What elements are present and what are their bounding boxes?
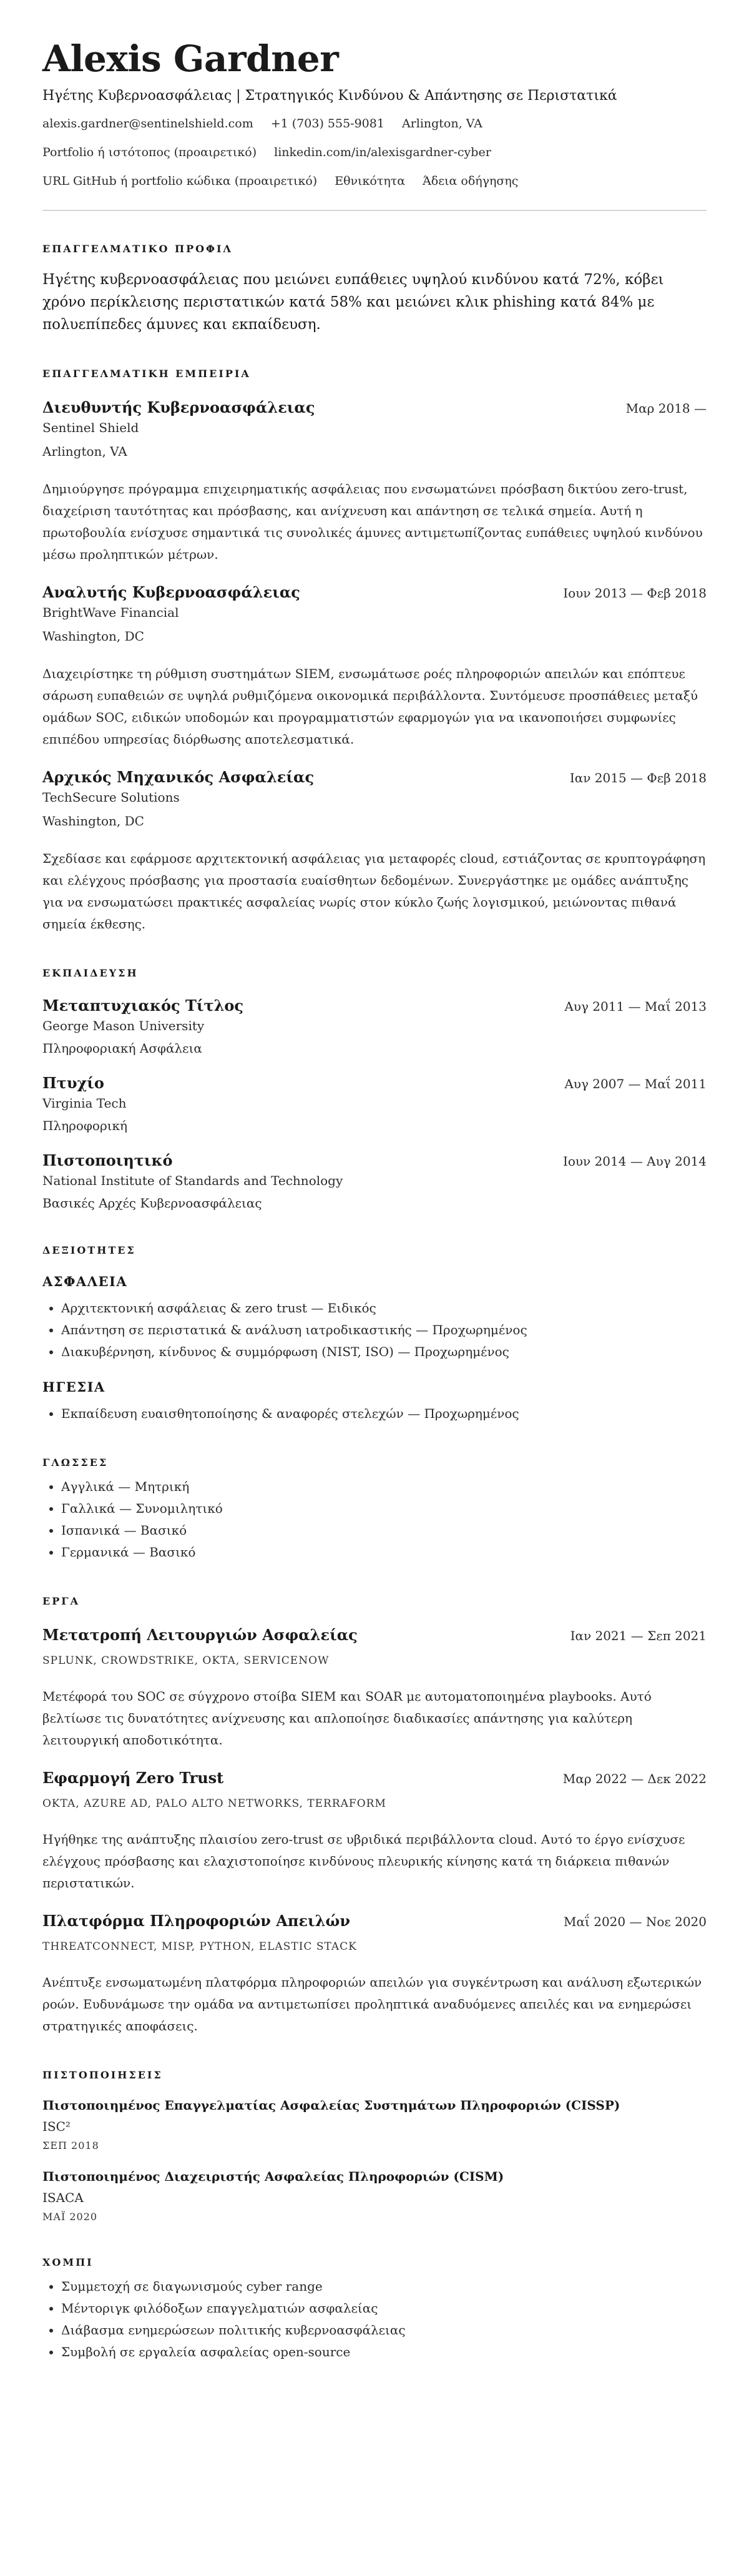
project-description: Μετέφορά του SOC σε σύγχρονο στοίβα SIEM και SOAR με αυτοματοποιημένα playbooks. Αυτό βελτίωσε τις δυνατότητες ανίχνευσης και απλοποίησε διαδικασίες απάντησης για καλύτερη λειτουργική αποδοτικότητα.	[42, 1689, 652, 1748]
contact-row-primary	[42, 115, 707, 132]
header-divider	[42, 210, 707, 211]
skill-list	[42, 1297, 707, 1363]
project-name: Πλατφόρμα Πληροφοριών Απειλών	[42, 1912, 350, 1930]
candidate-name: Alexis Gardner	[42, 37, 339, 80]
degree-title: Πιστοποιητικό	[42, 1151, 173, 1169]
school-name: National Institute of Standards and Technology	[42, 1173, 343, 1188]
contact-row-links	[42, 144, 707, 161]
skills-section	[42, 1244, 707, 1425]
experience-section	[42, 367, 707, 935]
section-title: ΕΚΠΑΙΔΕΥΣΗ	[42, 967, 139, 979]
hobby-item: • Μέντοριγκ φιλόδοξων επαγγελματιών ασφαλείας	[61, 2298, 707, 2319]
section-title: ΠΙΣΤΟΠΟΙΗΣΕΙΣ	[42, 2069, 163, 2081]
field-of-study: Πληροφορική	[42, 1118, 128, 1133]
certification-issuer: ISACA	[42, 2190, 84, 2205]
field-of-study: Πληροφοριακή Ασφάλεια	[42, 1041, 202, 1056]
field-of-study: Βασικές Αρχές Κυβερνοασφάλειας	[42, 1196, 262, 1211]
section-title: ΕΠΑΓΓΕΛΜΑΤΙΚΟ ΠΡΟΦΙΛ	[42, 243, 233, 255]
license-text: Άδεια οδήγησης	[423, 174, 519, 188]
profile-summary: Ηγέτης κυβερνοασφάλειας που μειώνει ευπάθειες υψηλού κινδύνου κατά 72%, κόβει χρόνο περίκλεισης περιστατικών κατά 58% και μειώνει κλικ phishing κατά 84% με πολυεπίπεδες άμυνες και εκπαίδευση.	[42, 272, 664, 333]
skill-category: ΑΣΦΑΛΕΙΑ	[42, 1274, 128, 1289]
school-name: George Mason University	[42, 1018, 205, 1033]
location-text: Arlington, VA	[401, 117, 482, 130]
skill-item: • Αρχιτεκτονική ασφάλειας & zero trust — Ειδικός	[61, 1297, 707, 1319]
skill-item: • Απάντηση σε περιστατικά & ανάλυση ιατροδικαστικής — Προχωρημένος	[61, 1319, 707, 1341]
language-item: • Ισπανικά — Βασικό	[61, 1520, 707, 1541]
hobby-item: • Συμβολή σε εργαλεία ασφαλείας open-source	[61, 2341, 707, 2363]
education-dates: Αυγ 2011 — Μαΐ 2013	[564, 999, 707, 1014]
project-tech: THREATCONNECT, MISP, PYTHON, ELASTIC STACK	[42, 1940, 357, 1953]
project-description: Ανέπτυξε ενσωματωμένη πλατφόρμα πληροφοριών απειλών για συγκέντρωση και ανάλυση εξωτερικών ροών. Ευδυνάμωσε την ομάδα να αντιμετωπίσει προληπτικά αναδυόμενες απειλές και να ενημερώσει στρατηγικές αποφάσεις.	[42, 1975, 702, 2033]
section-title: ΓΛΩΣΣΕΣ	[42, 1457, 109, 1468]
resume-header	[42, 36, 707, 211]
degree-title: Πτυχίο	[42, 1074, 104, 1092]
hobby-item: • Συμμετοχή σε διαγωνισμούς cyber range	[61, 2276, 707, 2298]
section-title: ΧΟΜΠΙ	[42, 2256, 94, 2268]
hobby-item: • Διάβασμα ενημερώσεων πολιτικής κυβερνοασφάλειας	[61, 2319, 707, 2341]
education-section	[42, 966, 707, 1212]
job-dates: Μαρ 2018 —	[625, 401, 707, 416]
certification-item	[42, 2096, 707, 2153]
job-description: Διαχειρίστηκε τη ρύθμιση συστημάτων SIEM, ενσωμάτωσε ροές πληροφοριών απειλών και επόπτευε σάρωση ευπαθειών σε υψηλά ρυθμιζόμενα οικονομικά περιβάλλοντα. Συντόμευσε προσπάθειες μεταξύ ομάδων SOC, ειδικών υποδομών και προγραμματιστών εφαρμογών για να ικανοποιήσει συμφωνίες επιπέδου υπηρεσίας διόρθωσης αποτελεσματικά.	[42, 666, 698, 747]
headline: Ηγέτης Κυβερνοασφάλειας | Στρατηγικός Κινδύνου & Απάντησης σε Περιστατικά	[42, 88, 617, 104]
hobbies-section	[42, 2256, 707, 2363]
language-item: • Αγγλικά — Μητρική	[61, 1476, 707, 1498]
education-dates: Ιουν 2014 — Αυγ 2014	[562, 1154, 707, 1169]
section-title: ΔΕΞΙΟΤΗΤΕΣ	[42, 1244, 136, 1256]
certification-issuer: ISC²	[42, 2119, 71, 2134]
project-dates: Ιαν 2021 — Σεπ 2021	[570, 1628, 707, 1643]
language-item: • Γερμανικά — Βασικό	[61, 1541, 707, 1563]
skill-category: ΗΓΕΣΙΑ	[42, 1379, 105, 1395]
experience-item	[42, 397, 707, 566]
project-name: Μετατροπή Λειτουργιών Ασφαλείας	[42, 1626, 358, 1644]
github-link[interactable]: URL GitHub ή portfolio κώδικα (προαιρετικό)	[42, 174, 318, 188]
certification-name: Πιστοποιημένος Επαγγελματίας Ασφαλείας Συστημάτων Πληροφοριών (CISSP)	[42, 2098, 620, 2113]
company-name: TechSecure Solutions	[42, 790, 180, 805]
profile-section	[42, 242, 707, 336]
skill-item: • Διακυβέρνηση, κίνδυνος & συμμόρφωση (NIST, ISO) — Προχωρημένος	[61, 1341, 707, 1363]
degree-title: Μεταπτυχιακός Τίτλος	[42, 996, 244, 1015]
skill-item: • Εκπαίδευση ευαισθητοποίησης & αναφορές στελεχών — Προχωρημένος	[61, 1403, 707, 1425]
company-name: Sentinel Shield	[42, 420, 139, 435]
job-title: Διευθυντής Κυβερνοασφάλειας	[42, 398, 315, 416]
job-location: Washington, DC	[42, 629, 144, 644]
projects-section	[42, 1595, 707, 2037]
experience-item	[42, 767, 707, 935]
language-list	[42, 1476, 707, 1563]
certification-date: ΣΕΠ 2018	[42, 2140, 99, 2151]
project-tech: OKTA, AZURE AD, PALO ALTO NETWORKS, TERRAFORM	[42, 1797, 386, 1810]
project-tech: SPLUNK, CROWDSTRIKE, OKTA, SERVICENOW	[42, 1654, 330, 1667]
job-location: Washington, DC	[42, 814, 144, 828]
certifications-section	[42, 2068, 707, 2225]
certification-item	[42, 2167, 707, 2225]
skill-list	[42, 1403, 707, 1425]
certification-name: Πιστοποιημένος Διαχειριστής Ασφαλείας Πληροφοριών (CISM)	[42, 2169, 504, 2184]
education-dates: Αυγ 2007 — Μαΐ 2011	[564, 1076, 707, 1091]
project-dates: Μαΐ 2020 — Νοε 2020	[564, 1914, 707, 1929]
contact-row-extra	[42, 172, 707, 190]
education-item	[42, 995, 707, 1058]
portfolio-link[interactable]: Portfolio ή ιστότοπος (προαιρετικό)	[42, 145, 257, 159]
job-location: Arlington, VA	[42, 444, 127, 459]
project-item	[42, 1625, 707, 1751]
job-description: Δημιούργησε πρόγραμμα επιχειρηματικής ασφάλειας που ενσωματώνει πρόσβαση δικτύου zero-trust, διαχείριση ταυτότητας και πρόσβασης, και ανίχνευση και απάντηση σε τελικά σημεία. Αυτή η πρωτοβουλία ενίσχυσε σημαντικά τις συνολικές άμυνες αντιμετωπίζοντας ευπάθειες υψηλού κινδύνου μέσω προληπτικών μέτρων.	[42, 481, 703, 562]
education-item	[42, 1073, 707, 1135]
company-name: BrightWave Financial	[42, 605, 179, 620]
linkedin-link[interactable]: linkedin.com/in/alexisgardner-cyber	[274, 145, 491, 159]
project-dates: Μαρ 2022 — Δεκ 2022	[562, 1771, 707, 1786]
nationality-text: Εθνικότητα	[335, 174, 406, 188]
hobby-list	[42, 2276, 707, 2363]
section-title: ΕΠΑΓΓΕΛΜΑΤΙΚΗ ΕΜΠΕΙΡΙΑ	[42, 368, 251, 380]
project-description: Ηγήθηκε της ανάπτυξης πλαισίου zero-trust σε υβριδικά περιβάλλοντα cloud. Αυτό το έργο ενίσχυσε ελέγχους πρόσβασης και ελαχιστοποίησε κινδύνους πλευρικής κίνησης κατά τη διάρκεια πιθανών περιστατικών.	[42, 1832, 685, 1890]
project-item	[42, 1910, 707, 2037]
phone-text: +1 (703) 555-9081	[270, 117, 384, 130]
project-item	[42, 1767, 707, 1894]
school-name: Virginia Tech	[42, 1096, 127, 1111]
job-dates: Ιαν 2015 — Φεβ 2018	[569, 770, 707, 785]
project-name: Εφαρμογή Zero Trust	[42, 1769, 224, 1787]
job-dates: Ιουν 2013 — Φεβ 2018	[563, 586, 707, 601]
language-item: • Γαλλικά — Συνομιλητικό	[61, 1498, 707, 1520]
job-title: Αναλυτής Κυβερνοασφάλειας	[42, 583, 300, 601]
job-title: Αρχικός Μηχανικός Ασφαλείας	[42, 768, 315, 786]
section-title: ΕΡΓΑ	[42, 1595, 80, 1607]
email-link[interactable]: alexis.gardner@sentinelshield.com	[42, 117, 253, 130]
education-item	[42, 1150, 707, 1212]
experience-item	[42, 582, 707, 750]
languages-section	[42, 1456, 707, 1563]
job-description: Σχεδίασε και εφάρμοσε αρχιτεκτονική ασφάλειας για μεταφορές cloud, εστιάζοντας σε κρυπτογράφηση και ελέγχους πρόσβασης για προστασία ευαίσθητων δεδομένων. Συνεργάστηκε με ομάδες ανάπτυξης για να ενσωματώσει πρακτικές ασφαλείας νωρίς στον κύκλο ζωής λογισμικού, μειώνοντας πιθανά σημεία έκθεσης.	[42, 851, 706, 932]
certification-date: ΜΑΪ 2020	[42, 2211, 98, 2223]
